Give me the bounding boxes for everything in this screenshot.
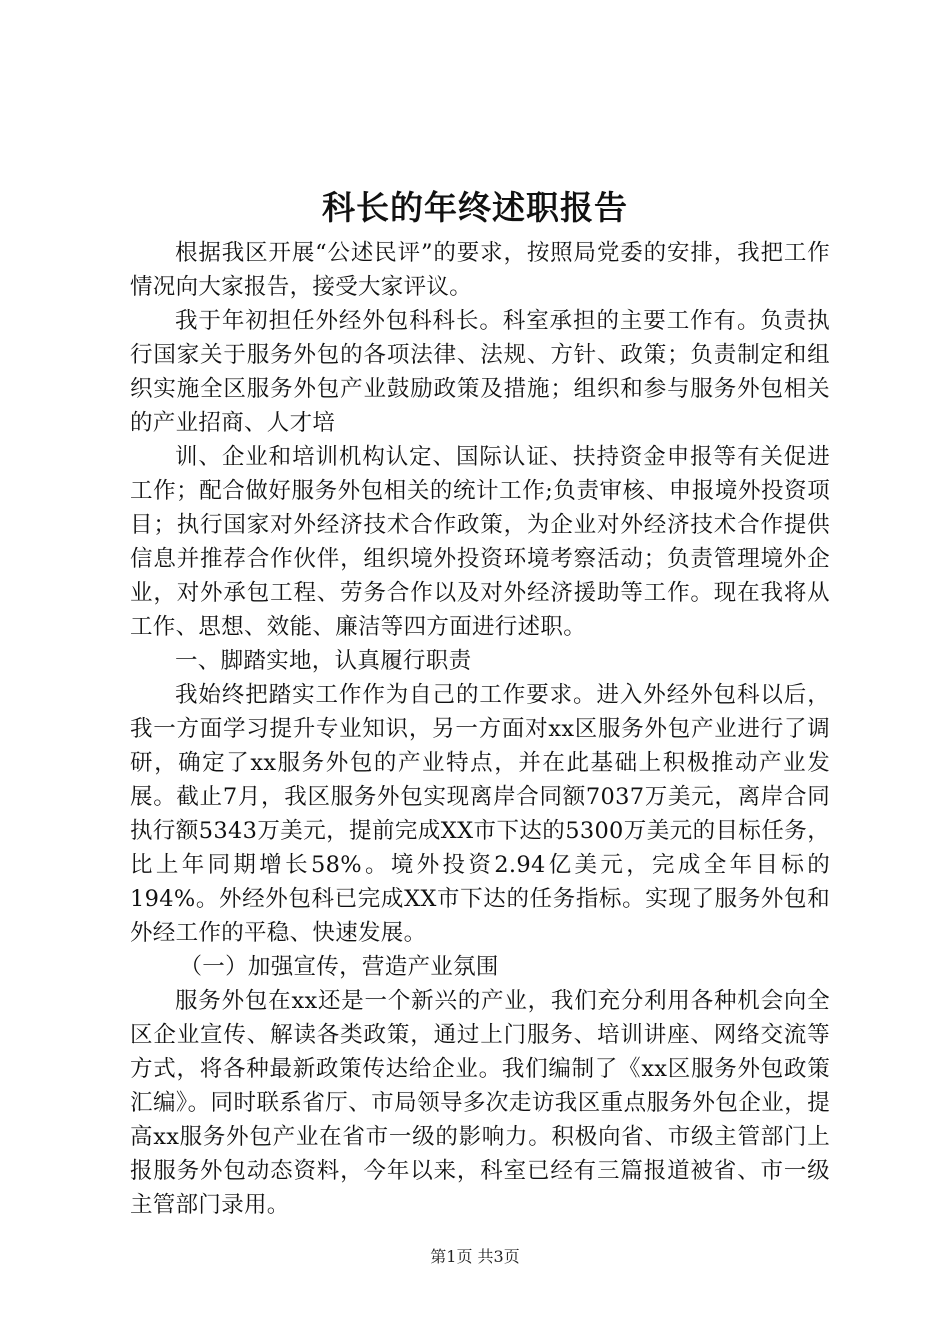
section-heading-1: 一、脚踏实地，认真履行职责	[175, 648, 472, 674]
paragraph-duties: 我于年初担任外经外包科科长。科室承担的主要工作有。负责执行国家关于服务外包的各项法律、法规、方针、政策；负责制定和组织实施全区服务外包产业鼓励政策及措施；组织和参与服务外包相关的产业招商、人才培	[130, 308, 830, 436]
document-title: 科长的年终述职报告	[322, 188, 628, 227]
paragraph-publicity: 服务外包在xx还是一个新兴的产业，我们充分利用各种机会向全区企业宣传、解读各类政策，通过上门服务、培训讲座、网络交流等方式，将各种最新政策传达给企业。我们编制了《xx区服务外包政策汇编》。同时联系省厅、市局领导多次走访我区重点服务外包企业，提高xx服务外包产业在省市一级的影响力。积极向省、市级主管部门上报服务外包动态资料，今年以来，科室已经有三篇报道被省、市一级主管部门录用。	[130, 988, 830, 1218]
paragraph-duties-continued: 训、企业和培训机构认定、国际认证、扶持资金申报等有关促进工作；配合做好服务外包相关的统计工作;负责审核、申报境外投资项目；执行国家对外经济技术合作政策，为企业对外经济技术合作提供信息并推荐合作伙伴，组织境外投资环境考察活动；负责管理境外企业，对外承包工程、劳务合作以及对外经济援助等工作。现在我将从工作、思想、效能、廉洁等四方面进行述职。	[130, 444, 830, 640]
paragraph-achievements: 我始终把踏实工作作为自己的工作要求。进入外经外包科以后，我一方面学习提升专业知识，另一方面对xx区服务外包产业进行了调研，确定了xx服务外包的产业特点，并在此基础上积极推动产业发展。截止7月，我区服务外包实现离岸合同额7037万美元，离岸合同执行额5343万美元，提前完成XX市下达的5300万美元的目标任务，比上年同期增长58%。境外投资2.94亿美元，完成全年目标的194%。外经外包科已完成XX市下达的任务指标。实现了服务外包和外经工作的平稳、快速发展。	[130, 682, 830, 946]
document-body	[130, 236, 830, 1222]
subsection-heading-1: （一）加强宣传，营造产业氛围	[179, 954, 499, 980]
paragraph-intro: 根据我区开展“公述民评”的要求，按照局党委的安排，我把工作情况向大家报告，接受大家评议。	[130, 240, 830, 300]
page-number-footer: 第1页 共3页	[430, 1247, 520, 1266]
